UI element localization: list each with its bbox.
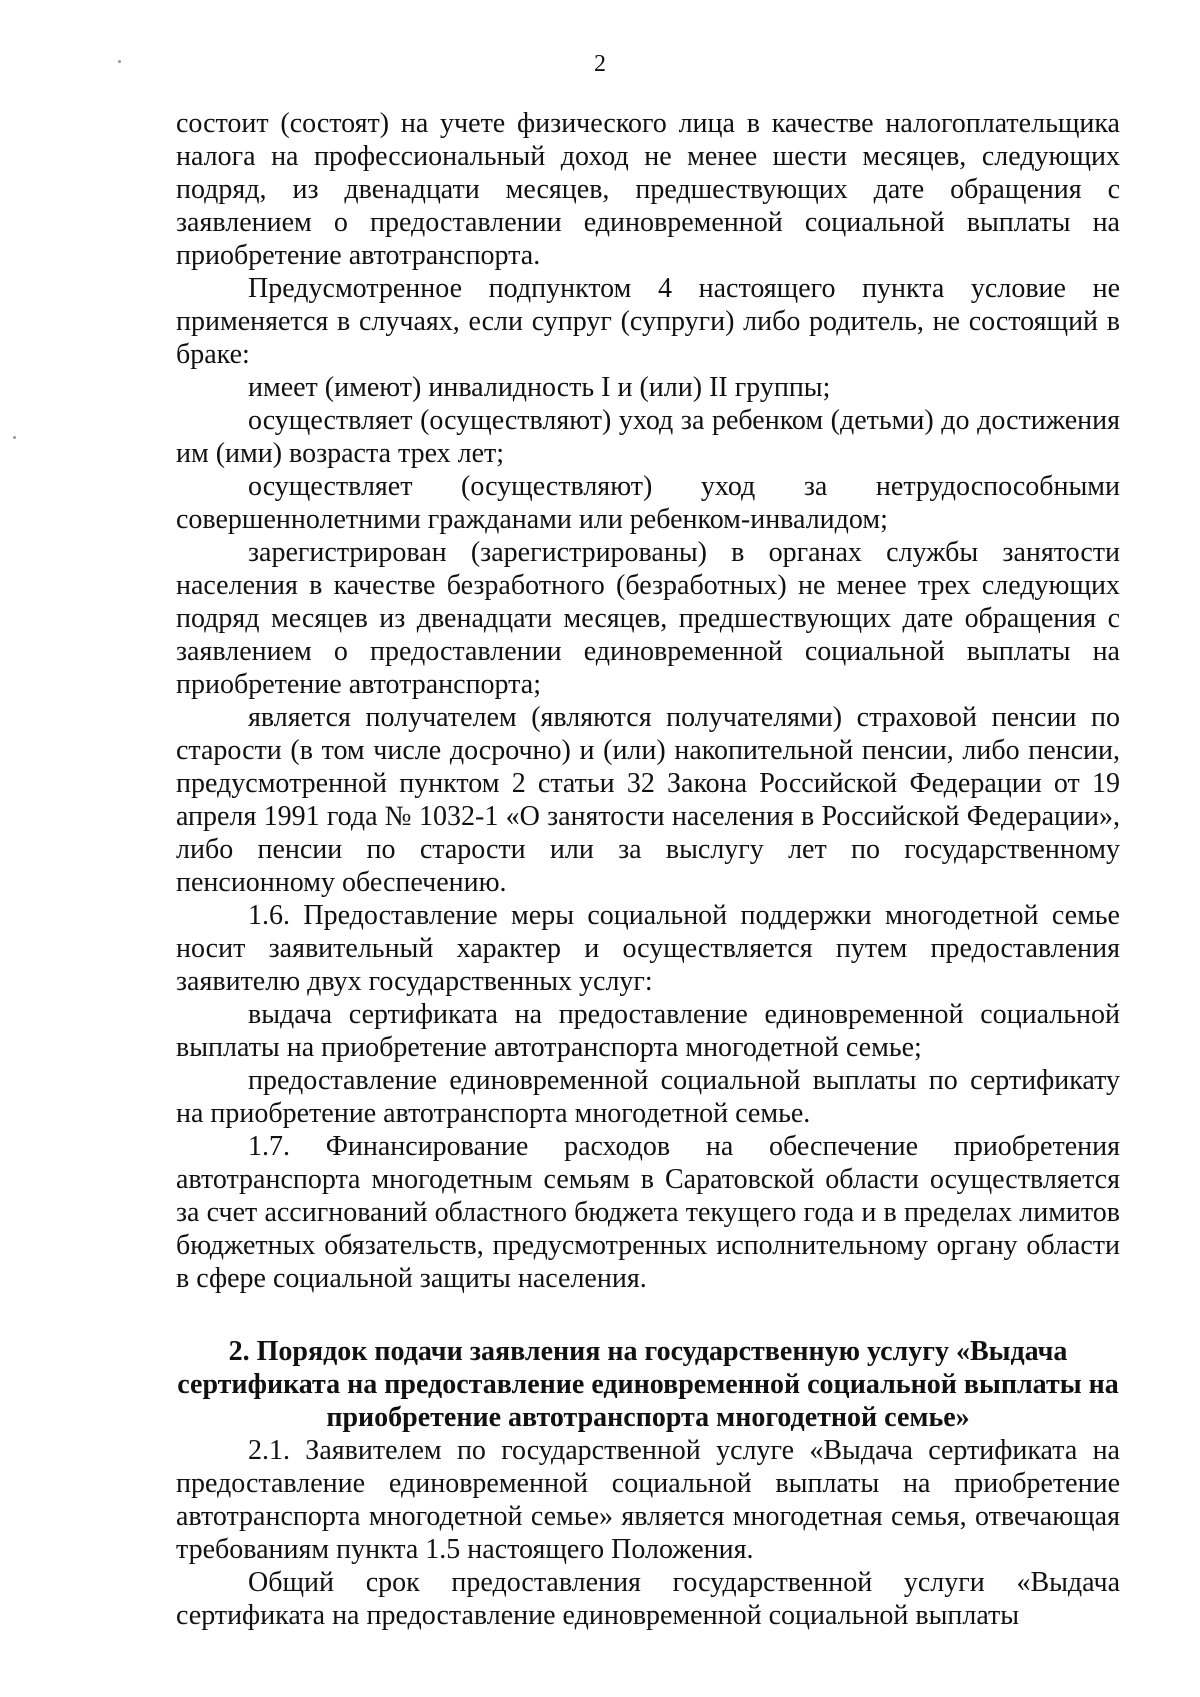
paragraph: осуществляет (осуществляют) уход за ребенком (детьми) до достижения им (ими) возраста трех лет; — [176, 405, 1120, 469]
paragraph: имеет (имеют) инвалидность I и (или) II группы; — [248, 372, 831, 403]
document-body — [176, 107, 1120, 1632]
paragraph: 2.1. Заявителем по государственной услуге «Выдача сертификата на предоставление единовременной социальной выплаты на приобретение автотранспорта многодетной семье» является многодетная семья, отвечающая требованиям пункта 1.5 настоящего Положения. — [176, 1435, 1120, 1565]
paragraph: зарегистрирован (зарегистрированы) в органах службы занятости населения в качестве безработного (безработных) не менее трех следующих подряд месяцев из двенадцати месяцев, предшествующих дате обращения с заявлением о предоставлении единовременной социальной выплаты на приобретение автотранспорта; — [176, 537, 1120, 700]
paragraph: является получателем (являются получателями) страховой пенсии по старости (в том числе досрочно) и (или) накопительной пенсии, либо пенсии, предусмотренной пунктом 2 статьи 32 Закона Российской Федерации от 19 апреля 1991 года № 1032-1 «О занятости населения в Российской Федерации», либо пенсии по старости или за выслугу лет по государственному пенсионному обеспечению. — [176, 702, 1120, 898]
paragraph: Предусмотренное подпунктом 4 настоящего пункта условие не применяется в случаях, если супруг (супруги) либо родитель, не состоящий в браке: — [176, 273, 1120, 370]
paragraph: осуществляет (осуществляют) уход за нетрудоспособными совершеннолетними гражданами или ребенком-инвалидом; — [176, 471, 1120, 535]
paragraph: выдача сертификата на предоставление единовременной социальной выплаты на приобретение автотранспорта многодетной семье; — [176, 999, 1120, 1063]
page-number: 2 — [594, 51, 606, 77]
paragraph: 1.6. Предоставление меры социальной поддержки многодетной семье носит заявительный характер и осуществляется путем предоставления заявителю двух государственных услуг: — [176, 900, 1120, 997]
paragraph: 1.7. Финансирование расходов на обеспечение приобретения автотранспорта многодетным семьям в Саратовской области осуществляется за счет ассигнований областного бюджета текущего года и в пределах лимитов бюджетных обязательств, предусмотренных исполнительному органу области в сфере социальной защиты населения. — [176, 1131, 1120, 1294]
paragraph: Общий срок предоставления государственной услуги «Выдача сертификата на предоставление единовременной социальной выплаты — [176, 1567, 1120, 1631]
paragraph: состоит (состоят) на учете физического лица в качестве налогоплательщика налога на профессиональный доход не менее шести месяцев, следующих подряд, из двенадцати месяцев, предшествующих дате обращения с заявлением о предоставлении единовременной социальной выплаты на приобретение автотранспорта. — [176, 108, 1120, 271]
section-heading: 2. Порядок подачи заявления на государственную услугу «Выдача сертификата на предоставление единовременной социальной выплаты на приобретение автотранспорта многодетной семье» — [177, 1336, 1119, 1433]
paragraph: предоставление единовременной социальной выплаты по сертификату на приобретение автотранспорта многодетной семье. — [176, 1065, 1120, 1129]
scan-speck — [13, 436, 16, 439]
